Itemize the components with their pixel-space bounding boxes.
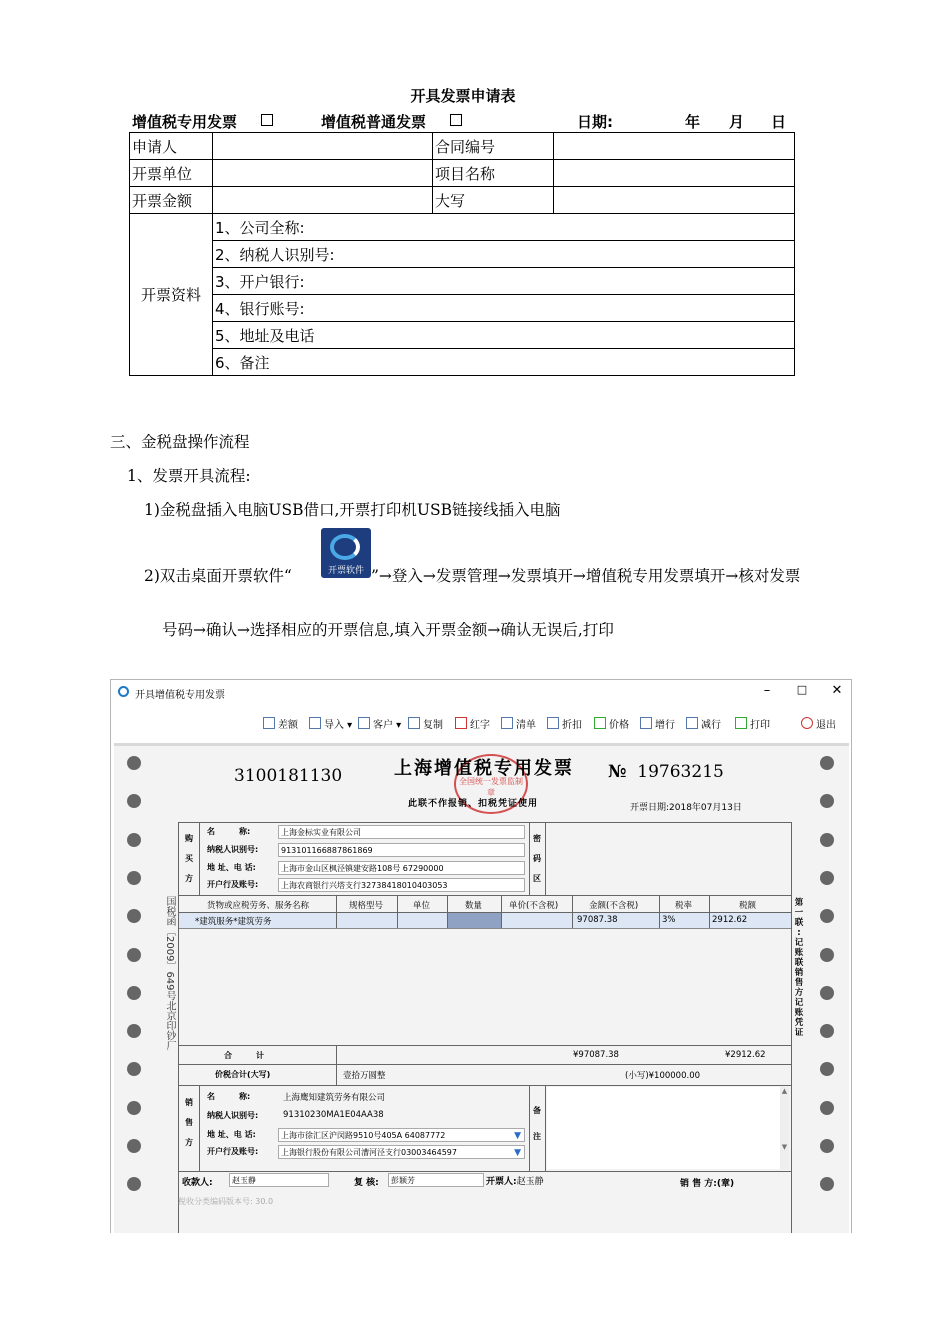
- dropdown-icon[interactable]: ▼: [514, 1148, 521, 1158]
- invoice-title: 上海增值税专用发票: [394, 758, 574, 779]
- copy-label: 复制: [423, 720, 443, 731]
- copy-note-char: :: [797, 928, 801, 938]
- tractor-hole: [127, 871, 141, 885]
- price-icon: [594, 717, 606, 729]
- contract-no-field[interactable]: [554, 133, 795, 160]
- tractor-hole: [127, 1062, 141, 1076]
- item-rate[interactable]: 3%: [662, 915, 676, 925]
- info-label: 开票资料: [130, 214, 213, 376]
- tractor-hole: [820, 1101, 834, 1115]
- copy-note-char: 联: [794, 918, 804, 928]
- seller-seal: 销 售 方:(章): [680, 1179, 735, 1189]
- info-item[interactable]: 1、公司全称:: [213, 214, 795, 241]
- col-amount: 金额(不含税): [589, 901, 639, 911]
- remove-row-button[interactable]: [686, 716, 721, 731]
- total-amount: ¥97087.38: [573, 1050, 619, 1060]
- copy-note-char: 凭: [794, 1018, 804, 1028]
- diff-button[interactable]: [263, 716, 298, 731]
- drawer-label: 开票人:: [486, 1177, 517, 1187]
- tractor-hole: [820, 756, 834, 770]
- info-item[interactable]: 3、开户银行:: [213, 268, 795, 295]
- red-invoice-label: 红字: [470, 720, 490, 731]
- copy-button[interactable]: [408, 716, 443, 731]
- vat-special-option: [132, 111, 273, 132]
- tractor-hole: [127, 1139, 141, 1153]
- invoice-code: 3100181130: [234, 766, 343, 786]
- invoice-amount-label: 开票金额: [130, 187, 213, 214]
- application-table: [129, 132, 795, 376]
- discount-icon: [547, 717, 559, 729]
- buyer-name-input[interactable]: 上海金标实业有限公司: [278, 825, 525, 839]
- tractor-hole: [820, 833, 834, 847]
- applicant-field[interactable]: [213, 133, 433, 160]
- invoice-unit-label: 开票单位: [130, 160, 213, 187]
- grand-total-label: 价税合计(大写): [215, 1070, 271, 1079]
- discount-button[interactable]: [547, 716, 582, 731]
- copy-note-char: 账: [794, 1008, 804, 1018]
- vat-special-label: 增值税专用发票: [132, 113, 238, 131]
- item-name[interactable]: *建筑服务*建筑劳务: [195, 917, 272, 927]
- exit-button[interactable]: [801, 716, 836, 731]
- add-row-label: 增行: [655, 720, 675, 731]
- tractor-hole: [820, 1024, 834, 1038]
- import-label: 导入: [324, 720, 344, 731]
- step-2-prefix: 2)双击桌面开票软件“: [144, 567, 292, 585]
- col-price: 单价(不含税): [509, 901, 559, 911]
- tractor-hole: [820, 909, 834, 923]
- item-row[interactable]: [179, 913, 791, 929]
- app-logo-icon: [118, 686, 129, 697]
- checker-label: 复 核:: [354, 1178, 379, 1188]
- buyer-address-label: 地 址、电 话:: [207, 863, 256, 872]
- tractor-hole: [127, 1101, 141, 1115]
- invoice-date: 开票日期:2018年07月13日: [630, 803, 742, 813]
- print-button[interactable]: [735, 716, 770, 731]
- seller-taxid-label: 纳税人识别号:: [207, 1111, 259, 1120]
- printer-note: 国税函〔2009〕649号北京印钞厂: [164, 896, 175, 1051]
- tax-version: 税收分类编码版本号: 30.0: [178, 1197, 274, 1206]
- seller-bank-select[interactable]: [278, 1145, 525, 1159]
- import-icon: [309, 717, 321, 729]
- drawer: [486, 1174, 544, 1187]
- col-unit: 单位: [413, 901, 431, 911]
- copy-note-char: 记: [794, 998, 804, 1008]
- window-title: 开具增值税专用发票: [135, 690, 225, 701]
- invoice-subtitle: 此联不作报销、扣税凭证使用: [408, 799, 539, 809]
- seller-bank-label: 开户行及账号:: [207, 1147, 259, 1156]
- total-tax: ¥2912.62: [725, 1050, 766, 1060]
- step-2-continued: 号码→确认→选择相应的开票信息,填入开票金额→确认无误后,打印: [162, 621, 614, 639]
- col-tax: 税额: [739, 901, 757, 911]
- title-bar: [111, 680, 851, 706]
- tractor-hole: [820, 871, 834, 885]
- copy-note-char: 第: [794, 898, 804, 908]
- close-icon[interactable]: ✕: [831, 683, 843, 698]
- qty-cell[interactable]: [447, 913, 501, 928]
- invoice-amount-field[interactable]: [213, 187, 433, 214]
- import-button[interactable]: 导入 ▾: [309, 716, 352, 731]
- vat-normal-checkbox[interactable]: [450, 114, 462, 126]
- invoice-software-icon[interactable]: [321, 528, 371, 578]
- discount-label: 折扣: [562, 720, 582, 731]
- project-name-label: 项目名称: [433, 160, 554, 187]
- tractor-hole: [127, 833, 141, 847]
- copy-note-char: 方: [794, 988, 804, 998]
- remark-textarea[interactable]: [547, 1087, 789, 1169]
- buyer-side-label: 购 买 方: [185, 834, 193, 883]
- tractor-hole: [820, 948, 834, 962]
- col-qty: 数量: [465, 901, 483, 911]
- tractor-hole: [820, 794, 834, 808]
- invoice-grid: [178, 822, 792, 1233]
- tractor-hole: [127, 794, 141, 808]
- payee-input[interactable]: 赵玉静: [229, 1173, 329, 1187]
- minimize-icon[interactable]: –: [763, 683, 771, 698]
- remark-scrollbar[interactable]: ▲ ▼: [780, 1087, 789, 1169]
- add-row-icon: [640, 717, 652, 729]
- buyer-taxid-label: 纳税人识别号:: [207, 845, 259, 854]
- customer-button[interactable]: 客户 ▾: [358, 716, 401, 731]
- copy-note-char: 联: [794, 958, 804, 968]
- form-title: 开具发票申请表: [410, 87, 516, 105]
- customer-label: 客户: [373, 720, 393, 731]
- diff-label: 差额: [278, 720, 298, 731]
- seller-address-select[interactable]: [278, 1128, 525, 1142]
- invoice-unit-field[interactable]: [213, 160, 433, 187]
- drawer-value: 赵玉静: [516, 1177, 544, 1187]
- add-row-button[interactable]: [640, 716, 675, 731]
- seller-side-label: 销 售 方: [185, 1098, 193, 1147]
- capital-field[interactable]: [554, 187, 795, 214]
- contract-no-label: 合同编号: [433, 133, 554, 160]
- step-1: 1)金税盘插入电脑USB借口,开票打印机USB链接线插入电脑: [144, 501, 561, 519]
- diff-icon: [263, 717, 275, 729]
- copy-icon: [408, 717, 420, 729]
- remove-row-icon: [686, 717, 698, 729]
- grand-total-capital: 壹拾万圆整: [343, 1071, 386, 1081]
- tractor-hole: [127, 948, 141, 962]
- red-invoice-icon: [455, 717, 467, 729]
- tractor-hole: [820, 1062, 834, 1076]
- seller-taxid-value: 91310230MA1E04AA38: [283, 1110, 384, 1120]
- buyer-bank-label: 开户行及账号:: [207, 880, 259, 889]
- copy-note-char: 记: [794, 938, 804, 948]
- item-amount[interactable]: 97087.38: [577, 915, 618, 925]
- print-icon: [735, 717, 747, 729]
- list-button[interactable]: [501, 716, 536, 731]
- invoice-paper: [114, 743, 849, 1233]
- copy-note: [794, 898, 804, 1038]
- remark-label: 备 注: [533, 1106, 541, 1141]
- toolbar: [111, 710, 851, 734]
- seller-address-label: 地 址、电 话:: [207, 1130, 256, 1139]
- print-label: 打印: [750, 720, 770, 731]
- invoice-number: [608, 762, 724, 782]
- col-spec: 规格型号: [349, 901, 384, 911]
- applicant-label: 申请人: [130, 133, 213, 160]
- invoice-window: [110, 679, 852, 1233]
- tractor-hole: [127, 1177, 141, 1191]
- info-item[interactable]: 4、银行账号:: [213, 295, 795, 322]
- vat-special-checkbox[interactable]: [261, 114, 273, 126]
- remove-row-label: 减行: [701, 720, 721, 731]
- project-name-field[interactable]: [554, 160, 795, 187]
- info-item[interactable]: 6、备注: [213, 349, 795, 376]
- buyer-address-input[interactable]: 上海市金山区枫泾镇建安路108号 67290000: [278, 861, 525, 875]
- step-2-suffix: ”→登入→发票管理→发票填开→增值税专用发票填开→核对发票: [371, 567, 801, 585]
- stamp-text: 全国统一发票监制章: [459, 777, 523, 797]
- month-label: 月: [729, 113, 745, 131]
- total-label: 合 计: [224, 1051, 264, 1060]
- payee-label: 收款人:: [182, 1178, 213, 1188]
- number-prefix: №: [608, 762, 627, 782]
- customer-icon: [358, 717, 370, 729]
- date-label: 日期:: [577, 113, 613, 131]
- year-label: 年: [685, 113, 701, 131]
- cipher-area-label: 密 码 区: [533, 834, 541, 883]
- copy-note-char: 售: [794, 978, 804, 988]
- copy-note-char: 证: [794, 1028, 804, 1038]
- seller-name-label: 名 称:: [207, 1092, 251, 1101]
- col-goods: 货物或应税劳务、服务名称: [207, 901, 310, 911]
- seller-bank-value: 上海银行股份有限公司漕河泾支行03003464597: [281, 1148, 457, 1157]
- tractor-hole: [127, 909, 141, 923]
- copy-note-char: 一: [794, 908, 804, 918]
- vat-normal-label: 增值税普通发票: [321, 113, 427, 131]
- info-item[interactable]: 5、地址及电话: [213, 322, 795, 349]
- step-title: 1、发票开具流程:: [127, 467, 251, 485]
- exit-icon: [801, 717, 813, 729]
- tractor-hole: [127, 986, 141, 1000]
- section-heading: 三、金税盘操作流程: [110, 433, 250, 451]
- checker-input[interactable]: 彭颖芳: [388, 1173, 484, 1187]
- price-button[interactable]: [594, 716, 629, 731]
- capital-label: 大写: [433, 187, 554, 214]
- item-tax[interactable]: 2912.62: [712, 915, 748, 925]
- dropdown-icon[interactable]: ▼: [514, 1131, 521, 1141]
- grand-total-small: (小写)¥100000.00: [625, 1071, 701, 1081]
- info-item[interactable]: 2、纳税人识别号:: [213, 241, 795, 268]
- swirl-icon: [330, 534, 360, 560]
- copy-note-char: 销: [794, 968, 804, 978]
- list-icon: [501, 717, 513, 729]
- vat-normal-option: [321, 111, 462, 132]
- copy-note-char: 账: [794, 948, 804, 958]
- app-icon-label: 开票软件: [327, 566, 364, 576]
- tractor-hole: [127, 756, 141, 770]
- list-label: 清单: [516, 720, 536, 731]
- seller-name-value: 上海鹰知建筑劳务有限公司: [283, 1093, 386, 1103]
- number-value: 19763215: [637, 762, 724, 782]
- buyer-taxid-input[interactable]: 913101166887861869: [278, 843, 525, 857]
- maximize-icon[interactable]: □: [796, 683, 808, 696]
- day-label: 日: [771, 113, 787, 131]
- col-rate: 税率: [675, 901, 693, 911]
- price-label: 价格: [609, 720, 629, 731]
- red-invoice-button[interactable]: [455, 716, 490, 731]
- seller-address-value: 上海市徐汇区沪闵路9510号405A 64087772: [281, 1131, 446, 1140]
- buyer-name-label: 名 称:: [207, 827, 251, 836]
- exit-label: 退出: [816, 720, 836, 731]
- tractor-hole: [820, 1177, 834, 1191]
- tractor-hole: [820, 1139, 834, 1153]
- tractor-hole: [820, 986, 834, 1000]
- tractor-hole: [127, 1024, 141, 1038]
- buyer-bank-input[interactable]: 上海农商银行兴塔支行32738418010403053: [278, 878, 525, 892]
